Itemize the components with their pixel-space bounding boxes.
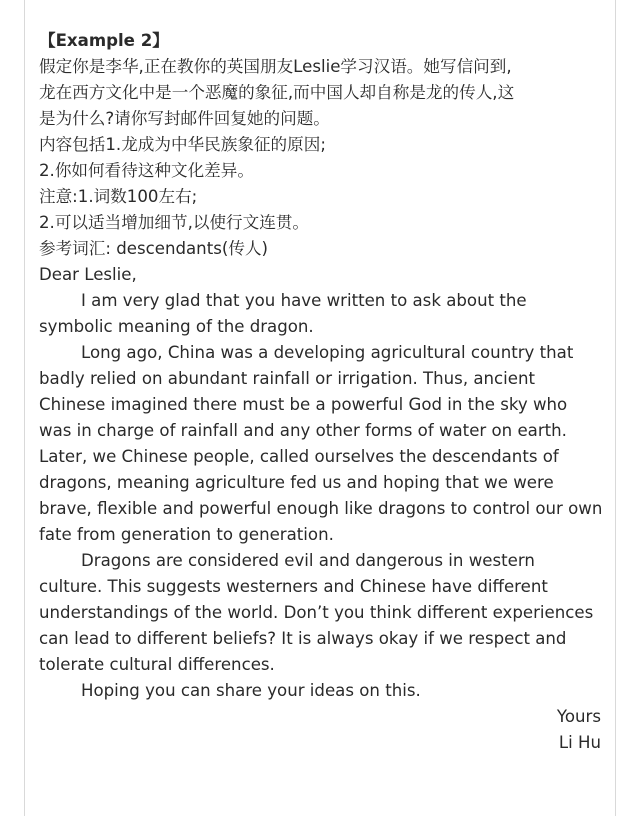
letter-paragraph: Dragons are considered evil and dangerous in western culture. This suggests westerners and Chinese have different understandings of the world. Don’t you think different experiences can lead to different beliefs? It is always okay if we respect and tolerate cultural differences. [39, 551, 594, 674]
letter-closing: Yours [556, 707, 601, 726]
prompt-line: 注意:1.词数100左右; [39, 187, 198, 206]
prompt-line: 参考词汇: descendants(传人) [39, 239, 268, 258]
letter-signature: Li Hu [558, 733, 601, 752]
example-title: 【Example 2】 [39, 31, 169, 50]
prompt-line: 内容包括1.龙成为中华民族象征的原因; [39, 135, 326, 154]
document-page [24, 0, 616, 816]
letter-salutation: Dear Leslie, [39, 265, 137, 284]
letter-paragraph: Hoping you can share your ideas on this. [81, 681, 421, 700]
letter-paragraph: I am very glad that you have written to ask about the symbolic meaning of the dragon. [39, 291, 527, 336]
prompt-line: 2.你如何看待这种文化差异。 [39, 161, 254, 180]
prompt-line: 假定你是李华,正在教你的英国朋友Leslie学习汉语。她写信问到, [39, 57, 512, 76]
prompt-line: 龙在西方文化中是一个恶魔的象征,而中国人却自称是龙的传人,这 [39, 83, 515, 102]
letter-paragraph: Long ago, China was a developing agricultural country that badly relied on abundant rainfall or irrigation. Thus, ancient Chinese imagined there must be a powerful God in the sky who was in charge of rainfall and any other forms of water on earth. Later, we Chinese people, called ourselves the descendants of dragons, meaning agriculture fed us and hoping that we were brave, flexible and powerful enough like dragons to control our own fate from generation to generation. [39, 343, 603, 544]
prompt-line: 2.可以适当增加细节,以使行文连贯。 [39, 213, 310, 232]
prompt-line: 是为什么?请你写封邮件回复她的问题。 [39, 109, 330, 128]
